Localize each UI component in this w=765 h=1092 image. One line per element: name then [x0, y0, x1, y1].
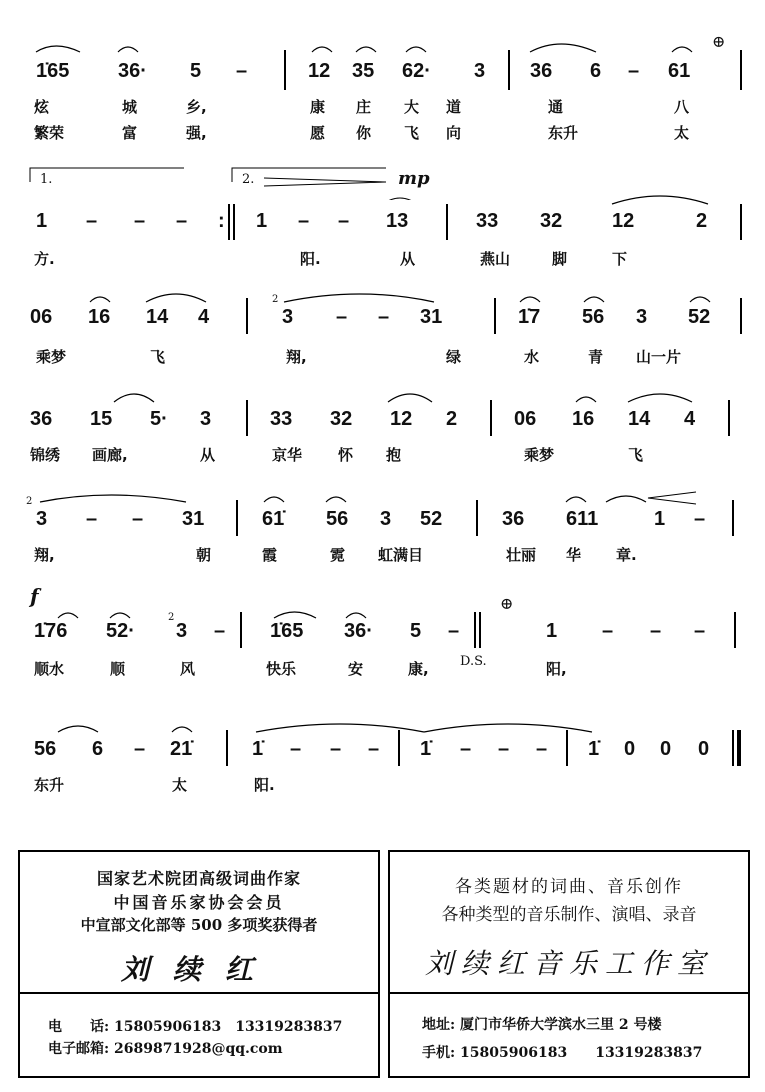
note: 5·	[150, 408, 168, 430]
note: –	[134, 738, 146, 760]
note: 3	[636, 306, 648, 328]
lyric: 脚	[552, 250, 568, 268]
note: 06	[514, 408, 537, 430]
lyric: 顺水	[34, 660, 65, 678]
composer-info-box	[18, 850, 380, 1078]
lyric: 方.	[34, 250, 55, 268]
score-system-1	[0, 30, 765, 150]
note: –	[628, 60, 640, 82]
lyric: 飞	[628, 446, 644, 464]
lyric: 康	[310, 98, 326, 116]
note: 2	[696, 210, 708, 232]
note: 1̇	[252, 738, 264, 760]
note: 16	[88, 306, 111, 328]
lyric: 太	[172, 776, 188, 794]
lyric: 燕山	[480, 250, 511, 268]
note: –	[132, 508, 144, 530]
mobile-line	[422, 1042, 702, 1062]
lyric: 康,	[408, 660, 429, 678]
note: 5	[190, 60, 202, 82]
lyric: 炫	[34, 98, 50, 116]
note: 1̇	[420, 738, 432, 760]
lyric: 富	[122, 124, 138, 142]
lyric: 庄	[356, 98, 372, 116]
note: 32	[540, 210, 563, 232]
note: –	[290, 738, 302, 760]
services-line-2: 各种类型的音乐制作、演唱、录音	[441, 905, 697, 925]
note: 14	[628, 408, 651, 430]
note: 611	[566, 508, 599, 530]
lyric: 翔,	[286, 348, 307, 366]
lyric: 东升	[34, 776, 65, 794]
note: 1	[654, 508, 666, 530]
note: –	[86, 508, 98, 530]
email-address: 2689871928@qq.com	[114, 1041, 283, 1057]
note: –	[298, 210, 310, 232]
slurs	[0, 712, 765, 736]
slurs	[0, 482, 765, 506]
note: 52·	[106, 620, 135, 642]
lyric: 抱	[386, 446, 402, 464]
lyric: 乘梦	[36, 348, 67, 366]
note: –	[134, 210, 146, 232]
slurs	[0, 382, 765, 406]
lyric: 安	[348, 660, 364, 678]
note: 3	[282, 306, 294, 328]
phone-number: 15805906183 13319283837	[114, 1019, 343, 1035]
note: 32	[330, 408, 353, 430]
lyric: 飞	[404, 124, 420, 142]
composer-awards-line: 中宣部文化部等 500 多项奖获得者	[80, 916, 318, 934]
score-system-5	[0, 478, 765, 568]
lyric: 水	[524, 348, 540, 366]
lyric: 风	[180, 660, 196, 678]
lyric: 快乐	[266, 660, 297, 678]
note: 5	[410, 620, 422, 642]
score-system-2	[0, 160, 765, 270]
lyric: 锦绣	[30, 446, 61, 464]
note: –	[378, 306, 390, 328]
address-value: 厦门市华侨大学滨水三里 2 号楼	[460, 1017, 662, 1033]
mobile-label: 手机:	[422, 1045, 456, 1061]
note: –	[338, 210, 350, 232]
note: 31	[420, 306, 443, 328]
lyric: 通	[548, 98, 564, 116]
lyric: 阳,	[546, 660, 567, 678]
lyric: 怀	[338, 446, 354, 464]
lyric: 愿	[310, 124, 326, 142]
grace-note: 2	[272, 294, 279, 305]
composer-membership-line: 中国音乐家协会会员	[113, 893, 285, 912]
note: –	[176, 210, 188, 232]
slurs	[0, 38, 765, 58]
note: 2	[446, 408, 458, 430]
repeat-dots-icon: :	[218, 210, 225, 232]
lyric: 从	[400, 250, 416, 268]
note: 56	[582, 306, 605, 328]
lyric: 画廊,	[92, 446, 128, 464]
slurs	[0, 598, 765, 622]
note: –	[536, 738, 548, 760]
note: –	[214, 620, 226, 642]
note: 1	[256, 210, 268, 232]
note: –	[694, 620, 706, 642]
address-label: 地址:	[422, 1017, 456, 1033]
lyric: 乘梦	[524, 446, 555, 464]
lyric: 阳.	[300, 250, 321, 268]
lyric: 章.	[616, 546, 637, 564]
lyric: 繁荣	[34, 124, 65, 142]
note: 4	[684, 408, 696, 430]
note: –	[330, 738, 342, 760]
note: 52	[420, 508, 443, 530]
note: –	[498, 738, 510, 760]
note: 3	[474, 60, 486, 82]
note: 16	[572, 408, 595, 430]
lyric: 阳.	[254, 776, 275, 794]
score-system-3	[0, 282, 765, 372]
note: 0	[660, 738, 672, 760]
lyric: 虹满目	[378, 546, 424, 564]
lyric: 青	[588, 348, 604, 366]
grace-note: 2	[26, 496, 33, 507]
note: 36	[502, 508, 525, 530]
lyric: 强,	[186, 124, 207, 142]
note: 6	[590, 60, 602, 82]
slurs	[0, 282, 765, 306]
score-system-6	[0, 582, 765, 686]
lyric: 大	[404, 98, 420, 116]
note: 0	[698, 738, 710, 760]
note: –	[86, 210, 98, 232]
note: 52	[688, 306, 711, 328]
lyric: 绿	[446, 348, 462, 366]
lyric: 顺	[110, 660, 126, 678]
lyric: 翔,	[34, 546, 55, 564]
lyric: 华	[566, 546, 582, 564]
grace-note: 2	[168, 612, 175, 623]
note: 3	[380, 508, 392, 530]
score-system-4	[0, 380, 765, 470]
note: –	[236, 60, 248, 82]
volta-1-label: 1.	[40, 172, 53, 187]
lyric: 下	[612, 250, 628, 268]
lyric: 朝	[196, 546, 212, 564]
lyric: 八	[674, 98, 690, 116]
phone-line	[48, 1016, 342, 1036]
lyric: 从	[200, 446, 216, 464]
services-line-1: 各类题材的词曲、音乐创作	[455, 877, 683, 897]
lyric: 飞	[150, 348, 166, 366]
note: –	[336, 306, 348, 328]
note: 4	[198, 306, 210, 328]
lyric: 霓	[330, 546, 346, 564]
note: 33	[476, 210, 499, 232]
studio-name: 刘续红音乐工作室	[424, 947, 713, 980]
composer-name: 刘续红	[120, 953, 277, 986]
studio-info-box	[388, 850, 750, 1078]
note: 36	[530, 60, 553, 82]
note: 3	[36, 508, 48, 530]
phone-label: 电 话:	[48, 1019, 110, 1035]
note: 31	[182, 508, 205, 530]
note: –	[448, 620, 460, 642]
lyric: 山一片	[636, 348, 682, 366]
note: 6	[92, 738, 104, 760]
note: 06	[30, 306, 53, 328]
lyric: 东升	[548, 124, 579, 142]
note: –	[368, 738, 380, 760]
address-line	[422, 1014, 662, 1034]
note: 33	[270, 408, 293, 430]
note: 36·	[118, 60, 147, 82]
note: 61̇	[262, 508, 285, 530]
lyric: 乡,	[186, 98, 207, 116]
note: 13	[386, 210, 409, 232]
lyric: 城	[122, 98, 138, 116]
note: 1̇65	[36, 60, 70, 82]
email-label: 电子邮箱:	[48, 1041, 110, 1057]
coda-sign-icon: ⊕	[500, 594, 514, 613]
note: 56	[326, 508, 349, 530]
lyric: 霞	[262, 546, 278, 564]
note: 1̇	[588, 738, 600, 760]
lyric: 你	[356, 124, 372, 142]
divider	[390, 992, 748, 994]
note: 61	[668, 60, 691, 82]
note: 12	[308, 60, 331, 82]
note: 15	[90, 408, 113, 430]
note: 1	[546, 620, 558, 642]
lyric: 道	[446, 98, 462, 116]
note: 56	[34, 738, 57, 760]
dal-segno-mark: D.S.	[460, 654, 487, 669]
composer-title-line: 国家艺术院团高级词曲作家	[96, 869, 301, 888]
coda-sign-icon: ⊕	[712, 32, 726, 51]
note: 1̇7	[518, 306, 541, 328]
note: 0	[624, 738, 636, 760]
divider	[20, 992, 378, 994]
note: 35	[352, 60, 375, 82]
note: 1̇76	[34, 620, 68, 642]
note: –	[602, 620, 614, 642]
score-system-7	[0, 706, 765, 806]
note: 1	[36, 210, 48, 232]
volta-2-label: 2.	[242, 172, 255, 187]
note: 62·	[402, 60, 431, 82]
note: –	[650, 620, 662, 642]
note: –	[460, 738, 472, 760]
lyric: 壮丽	[506, 546, 537, 564]
email-line	[48, 1038, 283, 1058]
note: 21̇	[170, 738, 193, 760]
slurs	[0, 190, 765, 210]
note: 12	[612, 210, 635, 232]
lyric: 京华	[272, 446, 303, 464]
lyric: 太	[674, 124, 690, 142]
note: 12	[390, 408, 413, 430]
note: 14	[146, 306, 169, 328]
dynamic-mark: mp	[398, 168, 430, 189]
note: 36	[30, 408, 53, 430]
note: 3	[200, 408, 212, 430]
dynamic-mark: f	[30, 584, 39, 608]
mobile-number: 15805906183 13319283837	[460, 1045, 703, 1061]
note: 36·	[344, 620, 373, 642]
note: 3	[176, 620, 188, 642]
note: –	[694, 508, 706, 530]
lyric: 向	[446, 124, 462, 142]
note: 1̇65	[270, 620, 304, 642]
